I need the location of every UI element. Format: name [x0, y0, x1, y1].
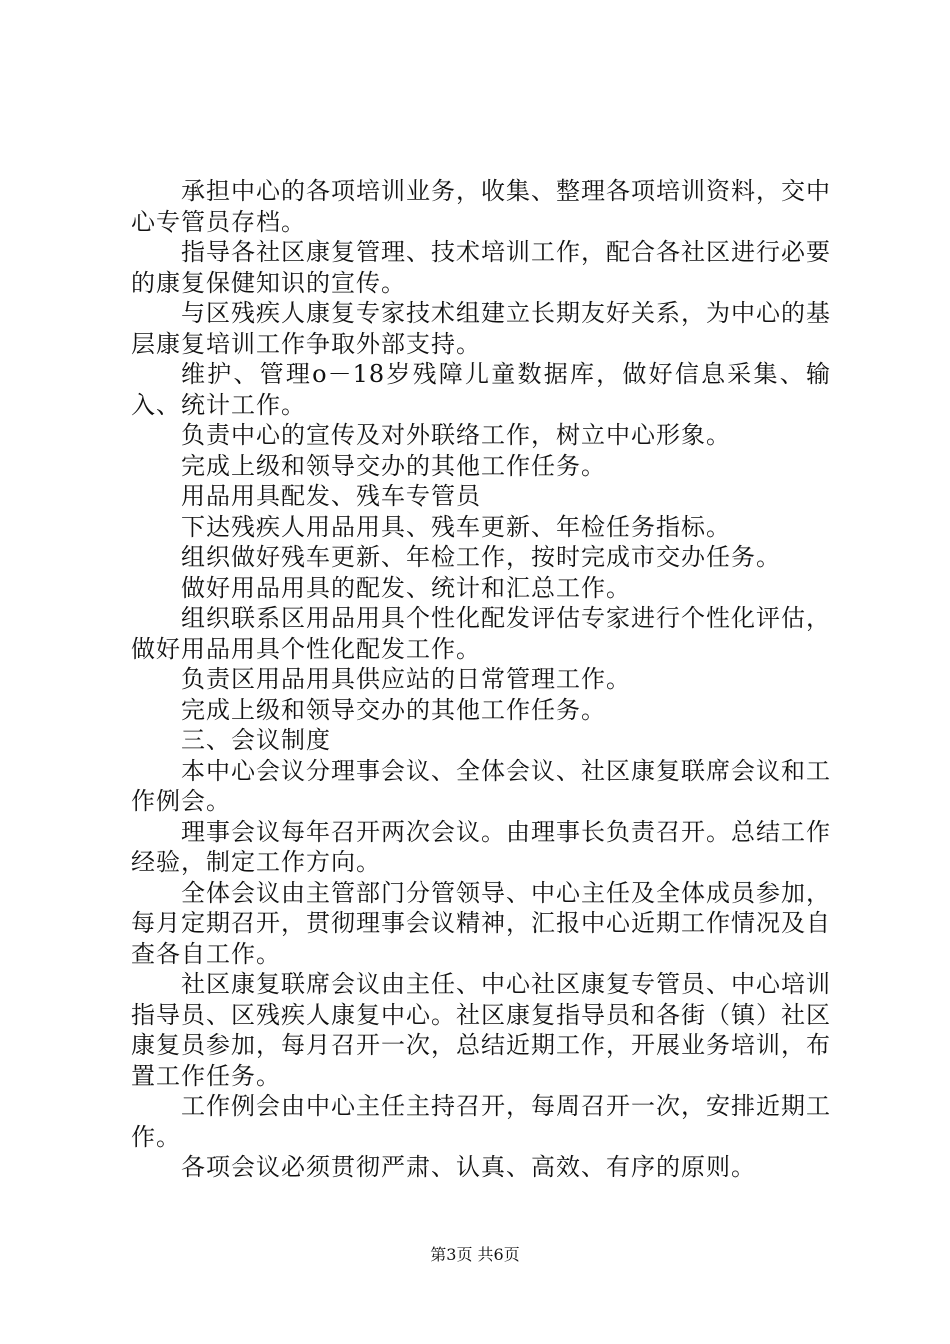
paragraph: 与区残疾人康复专家技术组建立长期友好关系，为中心的基层康复培训工作争取外部支持。	[131, 299, 831, 358]
paragraph: 承担中心的各项培训业务，收集、整理各项培训资料，交中心专管员存档。	[131, 177, 831, 236]
paragraph: 负责中心的宣传及对外联络工作，树立中心形象。	[181, 421, 731, 449]
section-heading: 用品用具配发、残车专管员	[181, 482, 481, 510]
paragraph: 维护、管理o－18岁残障儿童数据库，做好信息采集、输入、统计工作。	[131, 360, 831, 419]
paragraph: 社区康复联席会议由主任、中心社区康复专管员、中心培训指导员、区残疾人康复中心。社区康复指导员和各街（镇）社区康复员参加，每月召开一次，总结近期工作，开展业务培训，布置工作任务。	[131, 970, 831, 1090]
section-heading: 三、会议制度	[181, 726, 331, 754]
document-body	[131, 176, 831, 1183]
paragraph: 指导各社区康复管理、技术培训工作，配合各社区进行必要的康复保健知识的宣传。	[131, 238, 831, 297]
paragraph: 完成上级和领导交办的其他工作任务。	[181, 695, 606, 724]
page-number-footer: 第3页 共6页	[430, 1245, 520, 1264]
paragraph: 完成上级和领导交办的其他工作任务。	[181, 451, 606, 480]
paragraph: 全体会议由主管部门分管领导、中心主任及全体成员参加，每月定期召开，贯彻理事会议精神，汇报中心近期工作情况及自查各自工作。	[131, 878, 831, 968]
paragraph: 本中心会议分理事会议、全体会议、社区康复联席会议和工作例会。	[131, 756, 831, 815]
paragraph: 负责区用品用具供应站的日常管理工作。	[181, 665, 631, 693]
paragraph: 理事会议每年召开两次会议。由理事长负责召开。总结工作经验，制定工作方向。	[131, 817, 831, 876]
paragraph: 组织做好残车更新、年检工作，按时完成市交办任务。	[181, 543, 781, 571]
paragraph: 工作例会由中心主任主持召开，每周召开一次，安排近期工作。	[131, 1092, 831, 1151]
paragraph: 组织联系区用品用具个性化配发评估专家进行个性化评估，做好用品用具个性化配发工作。	[131, 604, 831, 663]
paragraph: 各项会议必须贯彻严肃、认真、高效、有序的原则。	[181, 1153, 756, 1181]
paragraph: 做好用品用具的配发、统计和汇总工作。	[181, 573, 631, 602]
paragraph: 下达残疾人用品用具、残车更新、年检任务指标。	[181, 512, 731, 541]
